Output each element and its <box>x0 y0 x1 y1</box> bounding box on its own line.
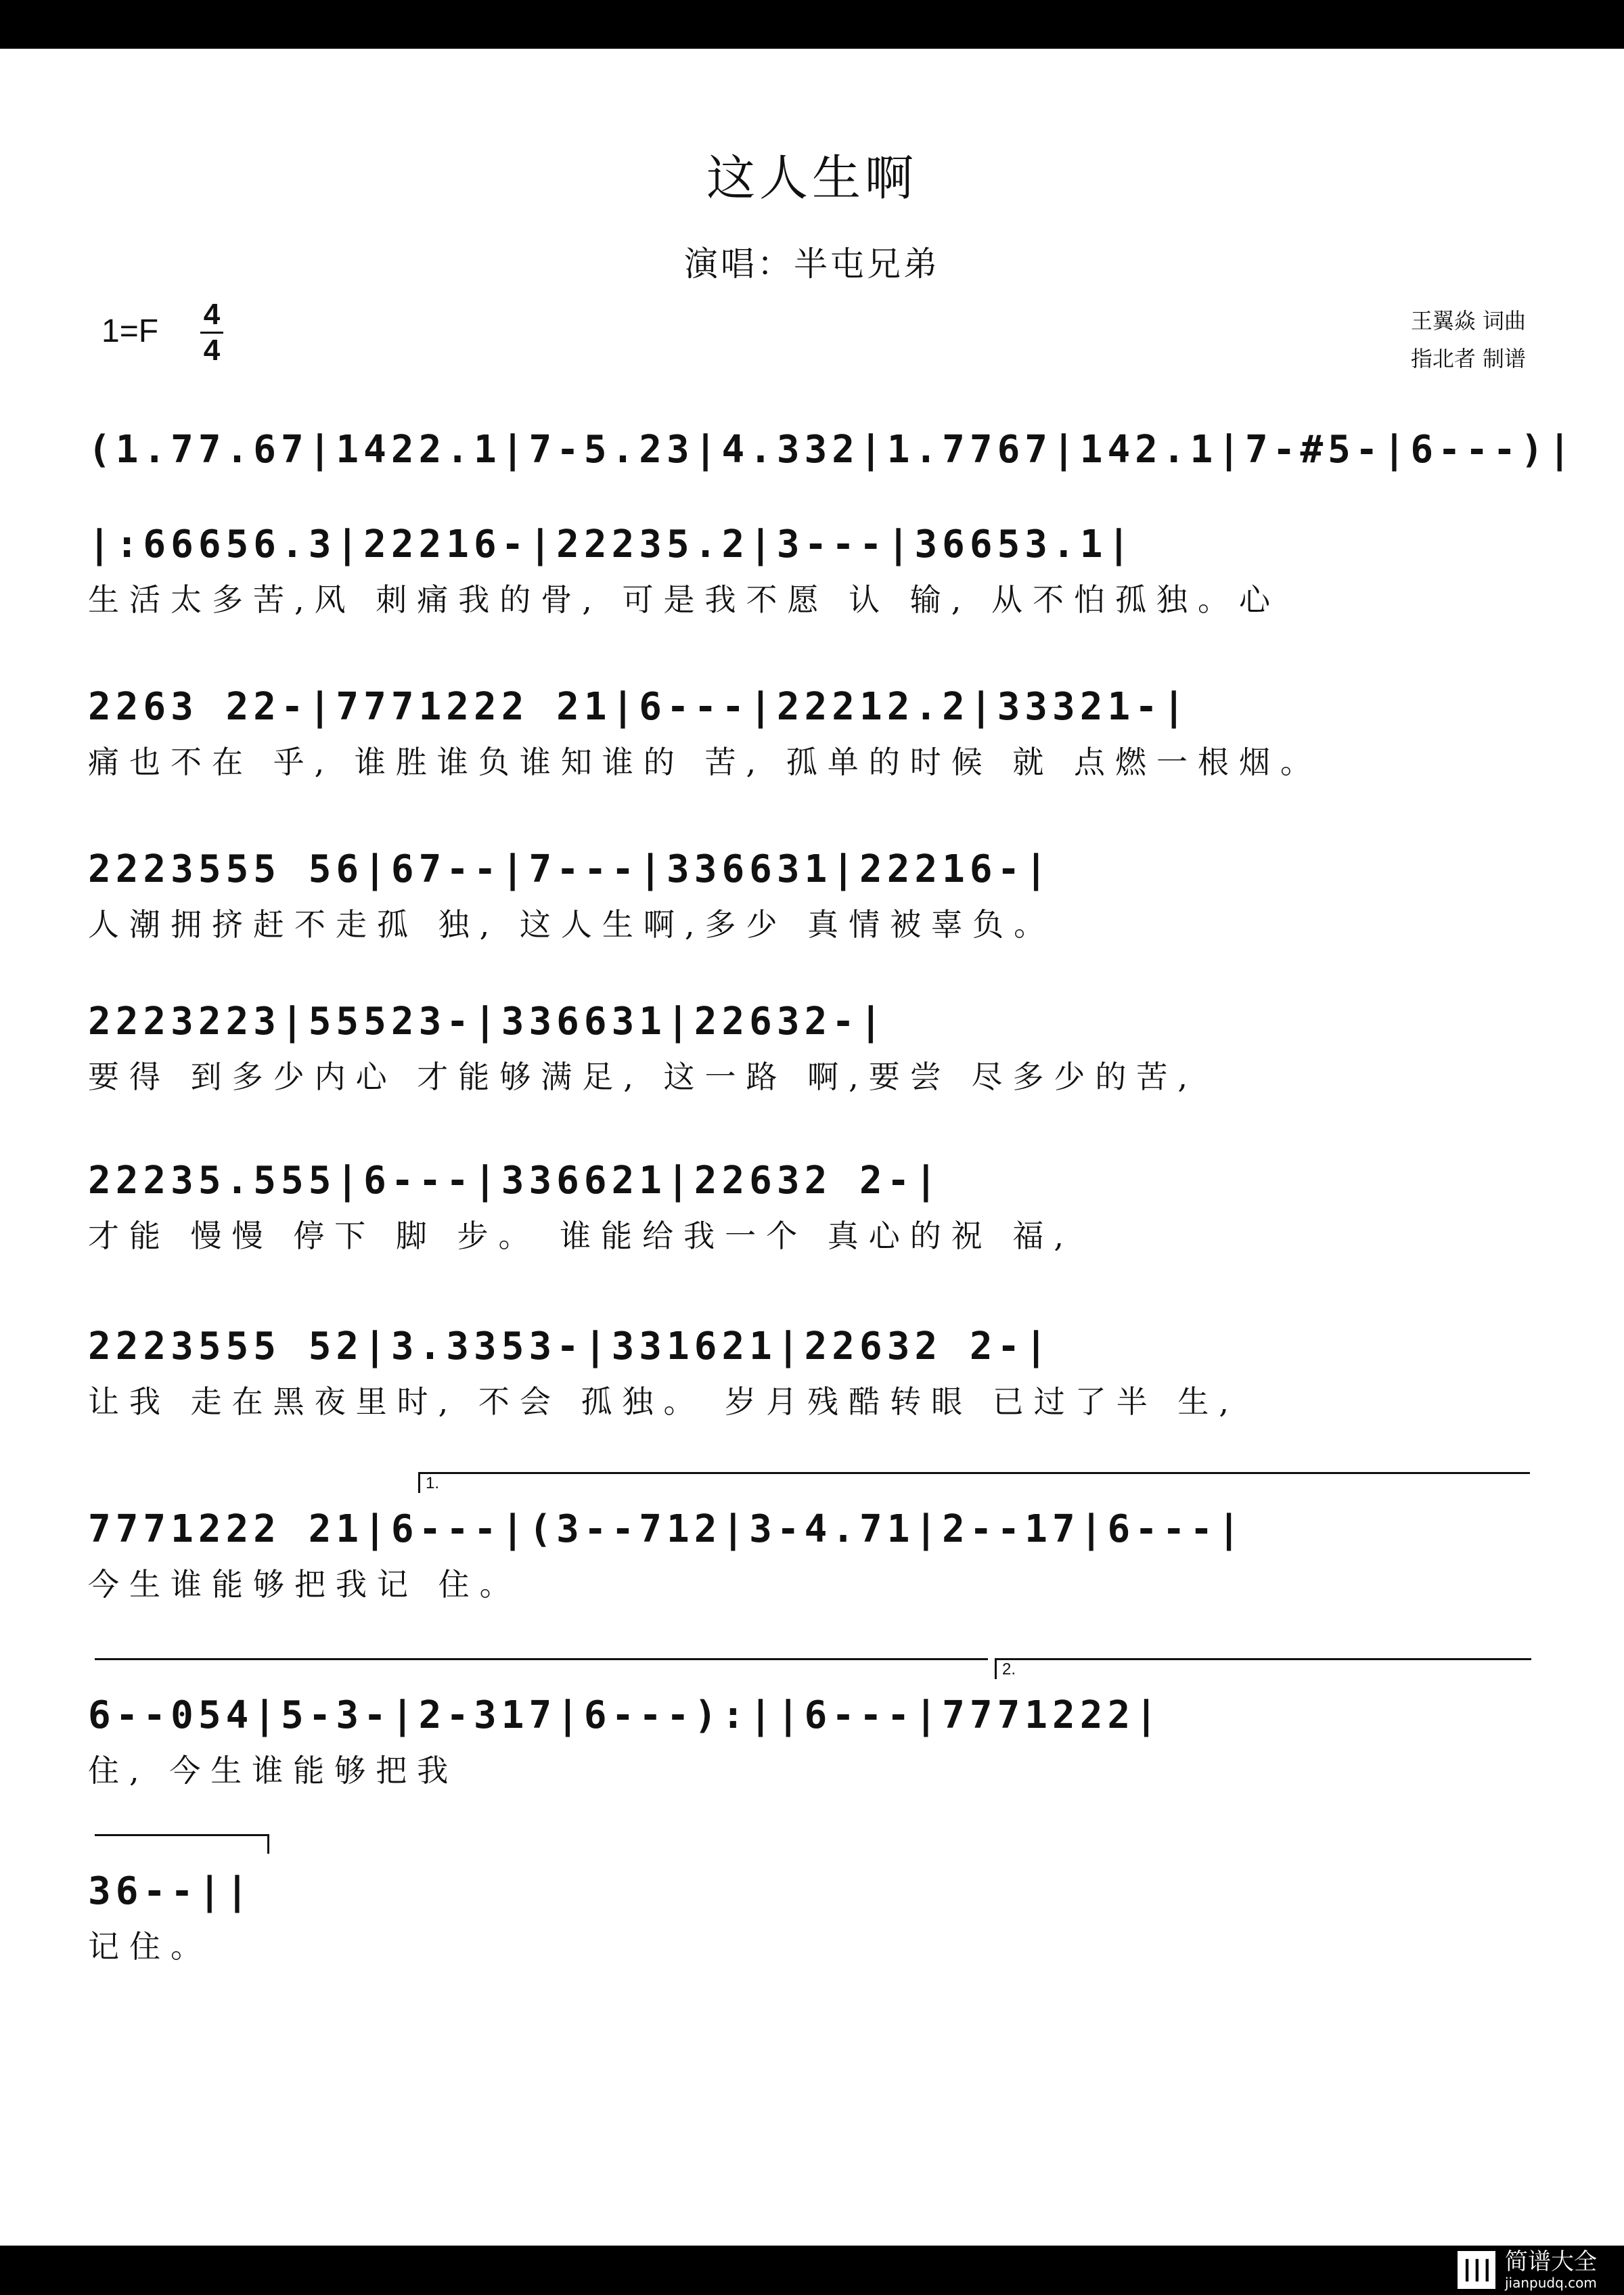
singer-line: 演唱：半屯兄弟 <box>684 244 940 284</box>
song-title: 这人生啊 <box>706 150 918 206</box>
bottom-black-bar <box>0 2246 1624 2295</box>
first-ending-bracket <box>418 1472 1530 1493</box>
top-black-bar <box>0 0 1624 49</box>
notation-line: 2263 22-|7771222 21|6---|22212.2|33321-| <box>88 685 1190 729</box>
lyrics-line: 痛也不在 乎, 谁胜谁负谁知谁的 苦, 孤单的时候 就 点燃一根烟。 <box>88 744 1322 780</box>
notation-line: 2223555 52|3.3353-|331621|22632 2-| <box>88 1324 1053 1368</box>
first-ending-label: 1. <box>426 1474 440 1492</box>
time-signature-bottom: 4 <box>203 334 221 367</box>
score-row-3 <box>88 684 1529 782</box>
watermark-url: jianpudq.com <box>1505 2275 1597 2291</box>
lyrics-line: 人潮拥挤赶不走孤 独, 这人生啊,多少 真情被辜负。 <box>88 906 1056 943</box>
score-row-7 <box>88 1323 1529 1422</box>
score-row-1 <box>88 426 1576 525</box>
lyrics-line: 记住。 <box>88 1928 212 1965</box>
score-row-5 <box>88 998 1529 1097</box>
key-signature: 1=F <box>102 313 159 349</box>
lyrics-line <box>88 485 1529 525</box>
lyrics-line: 才能 慢慢 停下 脚 步。 谁能给我一个 真心的祝 福, <box>88 1218 1074 1254</box>
lyrics-line: 住, 今生谁能够把我 <box>88 1752 459 1789</box>
lyrics-line: 生活太多苦,风 刺痛我的骨, 可是我不愿 认 输, 从不怕孤独。心 <box>88 581 1280 618</box>
credit-lyrics-music: 王翼焱 词曲 <box>1410 308 1526 334</box>
notation-line: (1.77.67|1422.1|7-5.23|4.332|1.7767|142.1|7-#5-|6---)| <box>88 428 1576 472</box>
notation-line: 36--|| <box>88 1869 254 1913</box>
lyrics-line: 要得 到多少内心 才能够满足, 这一路 啊,要尝 尽多少的苦, <box>88 1059 1198 1095</box>
score-row-2 <box>88 521 1529 620</box>
credits <box>1411 302 1526 378</box>
notation-line: 22235.555|6---|336621|22632 2-| <box>88 1159 943 1203</box>
watermark-name: 简谱大全 <box>1505 2248 1597 2275</box>
time-signature-top: 4 <box>203 298 221 331</box>
notation-line: |:66656.3|22216-|22235.2|3---|36653.1| <box>88 522 1135 566</box>
notation-line: 2223223|55523-|336631|22632-| <box>88 1000 887 1044</box>
second-ending-bracket-continuation <box>95 1834 269 1854</box>
second-ending-label: 2. <box>1002 1660 1016 1678</box>
score-row-4 <box>88 846 1529 945</box>
notation-line: 2223555 56|67--|7---|336631|22216-| <box>88 847 1053 891</box>
notation-line: 6--054|5-3-|2-317|6---):||6---|7771222| <box>88 1693 1163 1737</box>
first-ending-bracket-continuation <box>95 1658 988 1660</box>
score-row-8 <box>88 1506 1529 1605</box>
lyrics-line: 让我 走在黑夜里时, 不会 孤独。 岁月残酷转眼 已过了半 生, <box>88 1383 1239 1420</box>
notation-line: 7771222 21|6---|(3--712|3-4.71|2--17|6---| <box>88 1507 1246 1551</box>
credit-transcriber: 指北者 制谱 <box>1410 346 1526 372</box>
score-row-9 <box>88 1692 1529 1791</box>
score-row-6 <box>88 1157 1529 1256</box>
lyrics-line: 今生谁能够把我记 住。 <box>88 1566 521 1603</box>
piano-keys-icon: ┃┃┃ <box>1458 2251 1495 2289</box>
second-ending-bracket <box>995 1658 1531 1679</box>
time-signature <box>200 298 223 367</box>
score-row-10 <box>88 1868 1529 1967</box>
site-watermark <box>1458 2248 1597 2292</box>
